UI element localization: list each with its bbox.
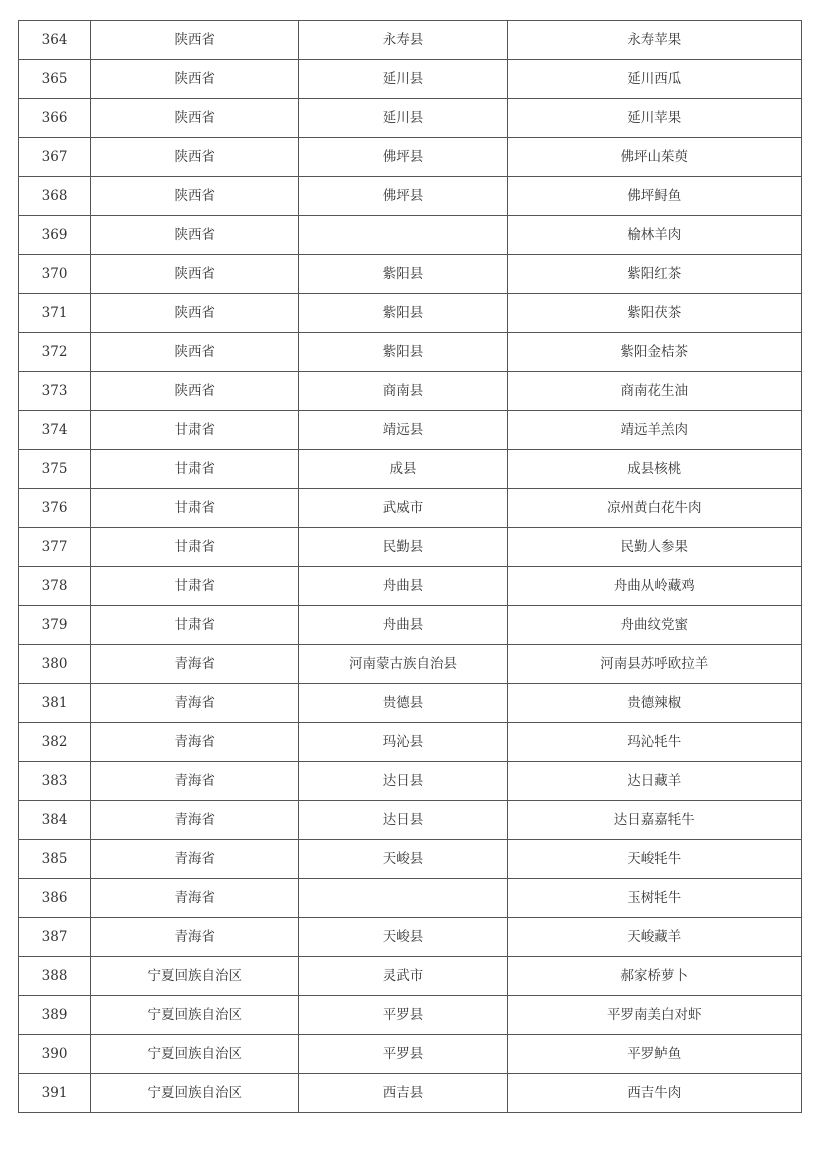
product-cell: 平罗南美白对虾 — [507, 996, 801, 1035]
product-cell: 佛坪山茱萸 — [507, 138, 801, 177]
county-cell: 靖远县 — [299, 411, 507, 450]
province-cell: 陕西省 — [91, 99, 299, 138]
province-cell: 陕西省 — [91, 216, 299, 255]
row-number-cell: 374 — [19, 411, 91, 450]
product-cell: 西吉牛肉 — [507, 1074, 801, 1113]
products-table-body — [19, 21, 802, 1113]
row-number-cell: 390 — [19, 1035, 91, 1074]
row-number-cell: 381 — [19, 684, 91, 723]
product-cell: 玉树牦牛 — [507, 879, 801, 918]
product-cell: 天峻藏羊 — [507, 918, 801, 957]
row-number-cell: 372 — [19, 333, 91, 372]
table-row — [19, 684, 802, 723]
table-row — [19, 21, 802, 60]
county-cell: 延川县 — [299, 99, 507, 138]
table-row — [19, 255, 802, 294]
province-cell: 甘肃省 — [91, 528, 299, 567]
table-row — [19, 996, 802, 1035]
product-cell: 紫阳茯茶 — [507, 294, 801, 333]
table-row — [19, 294, 802, 333]
table-row — [19, 957, 802, 996]
table-row — [19, 762, 802, 801]
table-row — [19, 99, 802, 138]
county-cell: 玛沁县 — [299, 723, 507, 762]
province-cell: 陕西省 — [91, 255, 299, 294]
product-cell: 玛沁牦牛 — [507, 723, 801, 762]
product-cell: 舟曲纹党蜜 — [507, 606, 801, 645]
row-number-cell: 387 — [19, 918, 91, 957]
county-cell: 舟曲县 — [299, 606, 507, 645]
county-cell: 民勤县 — [299, 528, 507, 567]
county-cell — [299, 216, 507, 255]
table-row — [19, 60, 802, 99]
province-cell: 宁夏回族自治区 — [91, 996, 299, 1035]
row-number-cell: 365 — [19, 60, 91, 99]
product-cell: 永寿苹果 — [507, 21, 801, 60]
product-cell: 达日嘉嘉牦牛 — [507, 801, 801, 840]
province-cell: 青海省 — [91, 645, 299, 684]
province-cell: 青海省 — [91, 762, 299, 801]
row-number-cell: 367 — [19, 138, 91, 177]
table-row — [19, 372, 802, 411]
product-cell: 凉州黄白花牛肉 — [507, 489, 801, 528]
row-number-cell: 375 — [19, 450, 91, 489]
row-number-cell: 376 — [19, 489, 91, 528]
table-row — [19, 801, 802, 840]
product-cell: 达日藏羊 — [507, 762, 801, 801]
row-number-cell: 370 — [19, 255, 91, 294]
province-cell: 宁夏回族自治区 — [91, 1035, 299, 1074]
county-cell: 商南县 — [299, 372, 507, 411]
row-number-cell: 389 — [19, 996, 91, 1035]
table-row — [19, 333, 802, 372]
row-number-cell: 386 — [19, 879, 91, 918]
province-cell: 陕西省 — [91, 177, 299, 216]
county-cell: 紫阳县 — [299, 333, 507, 372]
table-row — [19, 450, 802, 489]
county-cell: 佛坪县 — [299, 138, 507, 177]
table-row — [19, 489, 802, 528]
province-cell: 陕西省 — [91, 21, 299, 60]
row-number-cell: 380 — [19, 645, 91, 684]
table-row — [19, 918, 802, 957]
row-number-cell: 366 — [19, 99, 91, 138]
product-cell: 舟曲从岭藏鸡 — [507, 567, 801, 606]
province-cell: 青海省 — [91, 684, 299, 723]
row-number-cell: 369 — [19, 216, 91, 255]
table-row — [19, 138, 802, 177]
product-cell: 郝家桥萝卜 — [507, 957, 801, 996]
product-cell: 延川苹果 — [507, 99, 801, 138]
province-cell: 青海省 — [91, 840, 299, 879]
product-cell: 佛坪鲟鱼 — [507, 177, 801, 216]
province-cell: 甘肃省 — [91, 489, 299, 528]
province-cell: 甘肃省 — [91, 411, 299, 450]
province-cell: 甘肃省 — [91, 567, 299, 606]
province-cell: 陕西省 — [91, 60, 299, 99]
table-row — [19, 645, 802, 684]
county-cell: 武威市 — [299, 489, 507, 528]
province-cell: 陕西省 — [91, 372, 299, 411]
county-cell: 永寿县 — [299, 21, 507, 60]
province-cell: 陕西省 — [91, 294, 299, 333]
row-number-cell: 377 — [19, 528, 91, 567]
county-cell: 达日县 — [299, 801, 507, 840]
row-number-cell: 364 — [19, 21, 91, 60]
county-cell: 佛坪县 — [299, 177, 507, 216]
table-row — [19, 567, 802, 606]
province-cell: 青海省 — [91, 879, 299, 918]
county-cell: 紫阳县 — [299, 294, 507, 333]
county-cell: 舟曲县 — [299, 567, 507, 606]
table-row — [19, 216, 802, 255]
province-cell: 甘肃省 — [91, 450, 299, 489]
province-cell: 陕西省 — [91, 333, 299, 372]
table-row — [19, 528, 802, 567]
products-table — [18, 20, 802, 1113]
product-cell: 商南花生油 — [507, 372, 801, 411]
product-cell: 贵德辣椒 — [507, 684, 801, 723]
county-cell: 达日县 — [299, 762, 507, 801]
row-number-cell: 379 — [19, 606, 91, 645]
product-cell: 河南县苏呼欧拉羊 — [507, 645, 801, 684]
county-cell: 西吉县 — [299, 1074, 507, 1113]
product-cell: 平罗鲈鱼 — [507, 1035, 801, 1074]
table-row — [19, 1074, 802, 1113]
province-cell: 宁夏回族自治区 — [91, 957, 299, 996]
province-cell: 青海省 — [91, 801, 299, 840]
province-cell: 宁夏回族自治区 — [91, 1074, 299, 1113]
product-cell: 民勤人参果 — [507, 528, 801, 567]
county-cell: 延川县 — [299, 60, 507, 99]
county-cell: 平罗县 — [299, 996, 507, 1035]
county-cell: 紫阳县 — [299, 255, 507, 294]
product-cell: 靖远羊羔肉 — [507, 411, 801, 450]
county-cell: 灵武市 — [299, 957, 507, 996]
table-row — [19, 177, 802, 216]
county-cell: 成县 — [299, 450, 507, 489]
table-row — [19, 606, 802, 645]
product-cell: 紫阳红茶 — [507, 255, 801, 294]
county-cell: 天峻县 — [299, 840, 507, 879]
province-cell: 陕西省 — [91, 138, 299, 177]
county-cell: 河南蒙古族自治县 — [299, 645, 507, 684]
row-number-cell: 384 — [19, 801, 91, 840]
county-cell — [299, 879, 507, 918]
table-row — [19, 879, 802, 918]
county-cell: 天峻县 — [299, 918, 507, 957]
table-row — [19, 411, 802, 450]
row-number-cell: 378 — [19, 567, 91, 606]
table-row — [19, 723, 802, 762]
table-row — [19, 1035, 802, 1074]
row-number-cell: 391 — [19, 1074, 91, 1113]
product-cell: 延川西瓜 — [507, 60, 801, 99]
product-cell: 榆林羊肉 — [507, 216, 801, 255]
row-number-cell: 385 — [19, 840, 91, 879]
row-number-cell: 368 — [19, 177, 91, 216]
county-cell: 平罗县 — [299, 1035, 507, 1074]
row-number-cell: 382 — [19, 723, 91, 762]
row-number-cell: 388 — [19, 957, 91, 996]
county-cell: 贵德县 — [299, 684, 507, 723]
row-number-cell: 383 — [19, 762, 91, 801]
table-row — [19, 840, 802, 879]
row-number-cell: 371 — [19, 294, 91, 333]
product-cell: 成县核桃 — [507, 450, 801, 489]
province-cell: 青海省 — [91, 723, 299, 762]
province-cell: 甘肃省 — [91, 606, 299, 645]
row-number-cell: 373 — [19, 372, 91, 411]
province-cell: 青海省 — [91, 918, 299, 957]
product-cell: 天峻牦牛 — [507, 840, 801, 879]
product-cell: 紫阳金桔茶 — [507, 333, 801, 372]
